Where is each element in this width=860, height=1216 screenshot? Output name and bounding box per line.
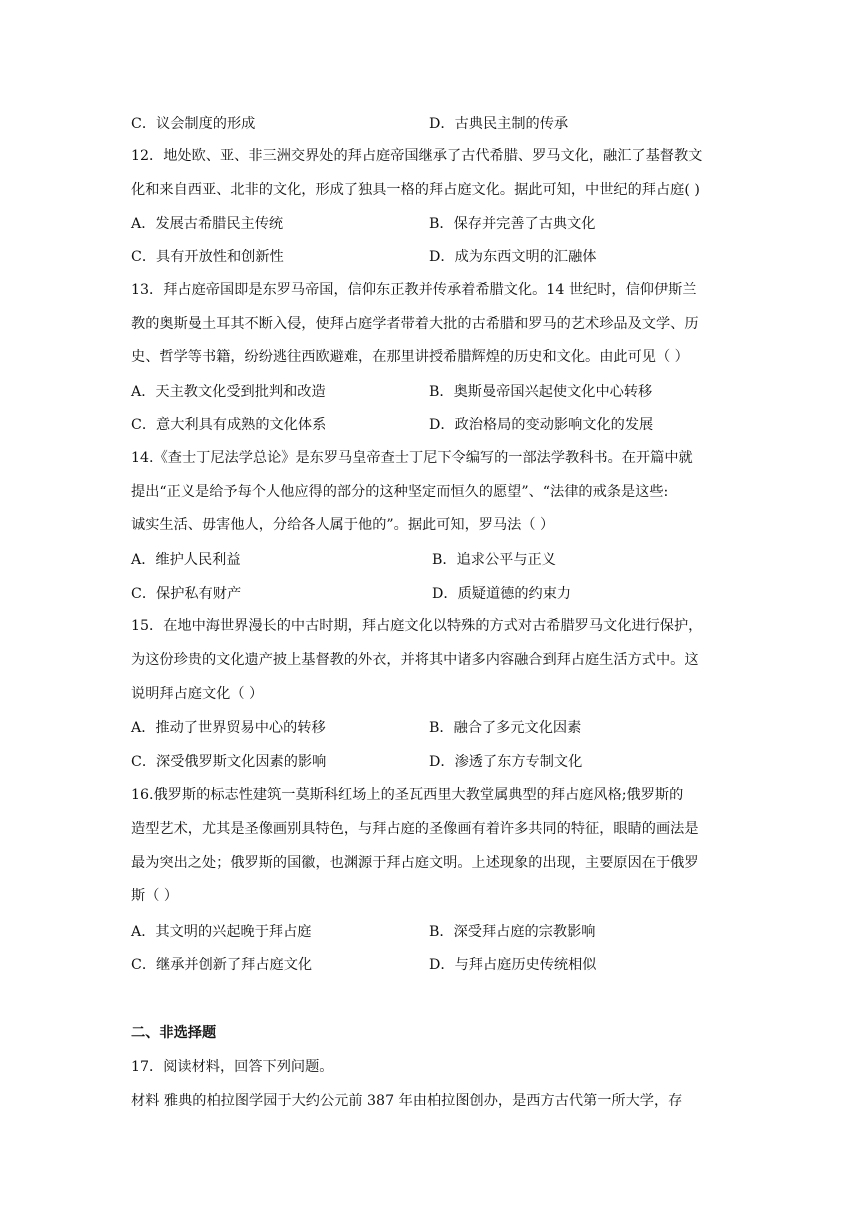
question-12-line-2: 化和来自西亚、北非的文化，形成了独具一格的拜占庭文化。据此可知，中世纪的拜占庭( )	[131, 182, 700, 198]
option-c-q16: C．继承并创新了拜占庭文化	[131, 957, 313, 973]
section-heading-nonchoice: 二、非选择题	[131, 1025, 217, 1041]
option-c-q14: C．保护私有财产	[131, 586, 242, 602]
option-b-q14: B．追求公平与正义	[432, 552, 556, 568]
option-c-q12: C．具有开放性和创新性	[131, 249, 284, 265]
option-a-q15: A．推动了世界贸易中心的转移	[131, 720, 326, 736]
option-d-q16: D．与拜占庭历史传统相似	[429, 957, 597, 973]
question-14-line-3: 诚实生活、毋害他人，分给各人属于他的”。据此可知，罗马法（ ）	[131, 517, 555, 533]
option-d-q11: D．古典民主制的传承	[429, 116, 569, 132]
question-14-line-1: 14.《查士丁尼法学总论》是东罗马皇帝查士丁尼下令编写的一部法学教科书。在开篇中就	[131, 450, 693, 466]
option-d-q12: D．成为东西文明的汇融体	[429, 249, 597, 265]
question-15-line-3: 说明拜占庭文化（ ）	[131, 686, 264, 702]
option-a-q13: A．天主教文化受到批判和改造	[131, 384, 326, 400]
option-a-q12: A．发展古希腊民主传统	[131, 216, 284, 232]
question-13-line-1: 13．拜占庭帝国即是东罗马帝国，信仰东正教并传承着希腊文化。14 世纪时，信仰伊斯兰	[131, 282, 697, 298]
question-16-line-3: 最为突出之处；俄罗斯的国徽，也渊源于拜占庭文明。上述现象的出现，主要原因在于俄罗	[131, 855, 699, 871]
option-a-q14: A．维护人民利益	[131, 552, 241, 568]
question-13-line-2: 教的奥斯曼土耳其不断入侵，使拜占庭学者带着大批的古希腊和罗马的艺术珍品及文学、历	[131, 316, 699, 332]
option-b-q16: B．深受拜占庭的宗教影响	[429, 924, 596, 940]
option-d-q14: D．质疑道德的约束力	[432, 586, 572, 602]
question-13-line-3: 史、哲学等书籍，纷纷逃往西欧避难，在那里讲授希腊辉煌的历史和文化。由此可见（ ）	[131, 349, 689, 365]
option-d-q15: D．渗透了东方专制文化	[429, 754, 583, 770]
question-15-line-2: 为这份珍贵的文化遗产披上基督教的外衣，并将其中诸多内容融合到拜占庭生活方式中。这	[131, 652, 699, 668]
option-c-q11: C．议会制度的形成	[131, 116, 256, 132]
option-a-q16: A．其文明的兴起晚于拜占庭	[131, 924, 312, 940]
question-16-line-4: 斯（ ）	[131, 888, 179, 904]
question-14-line-2: 提出“正义是给予每个人他应得的部分的这种坚定而恒久的愿望”、“法律的戒条是这些:	[131, 484, 669, 500]
option-b-q15: B．融合了多元文化因素	[429, 720, 582, 736]
question-16-line-2: 造型艺术，尤其是圣像画别具特色，与拜占庭的圣像画有着许多共同的特征，眼睛的画法是	[131, 821, 699, 837]
question-17-prompt: 17．阅读材料，回答下列问题。	[131, 1059, 334, 1075]
question-16-line-1: 16.俄罗斯的标志性建筑一莫斯科红场上的圣瓦西里大教堂属典型的拜占庭风格;俄罗斯的	[131, 787, 684, 803]
question-17-material-line-1: 材料 雅典的柏拉图学园于大约公元前 387 年由柏拉图创办，是西方古代第一所大学，存	[131, 1093, 683, 1109]
option-c-q13: C．意大利具有成熟的文化体系	[131, 417, 327, 433]
option-c-q15: C．深受俄罗斯文化因素的影响	[131, 754, 327, 770]
option-b-q13: B．奥斯曼帝国兴起使文化中心转移	[429, 384, 653, 400]
question-12-line-1: 12．地处欧、亚、非三洲交界处的拜占庭帝国继承了古代希腊、罗马文化，融汇了基督教文	[131, 148, 703, 164]
option-d-q13: D．政治格局的变动影响文化的发展	[429, 417, 654, 433]
question-15-line-1: 15．在地中海世界漫长的中古时期，拜占庭文化以特殊的方式对古希腊罗马文化进行保护，	[131, 618, 703, 634]
option-b-q12: B．保存并完善了古典文化	[429, 216, 596, 232]
